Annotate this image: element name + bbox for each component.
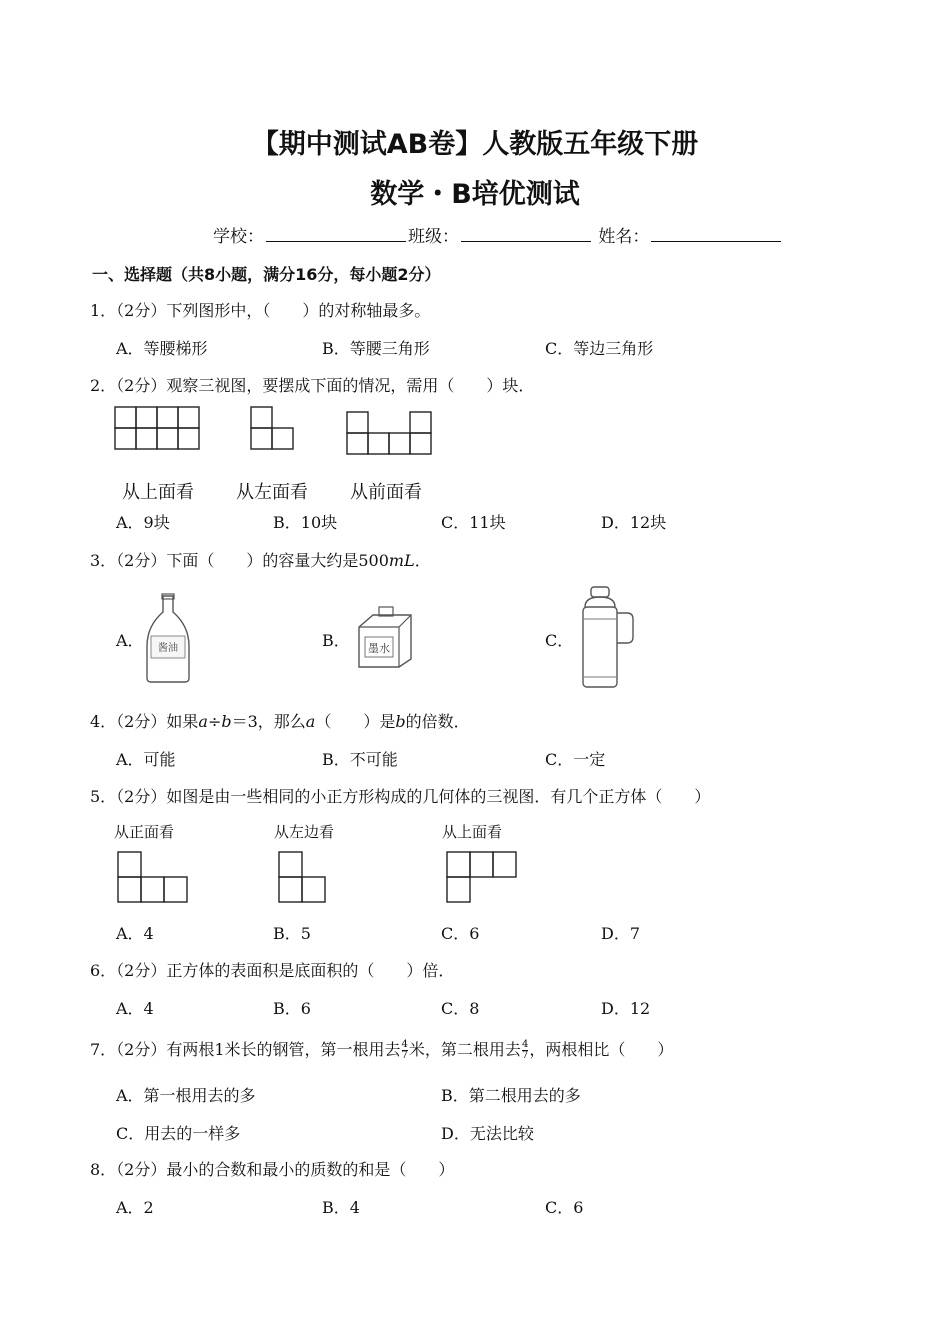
q4-option-a[interactable]: A．可能: [116, 750, 176, 769]
q7-option-b[interactable]: B．第二根用去的多: [441, 1086, 581, 1105]
q2-option-b[interactable]: B．10块: [273, 513, 338, 532]
ink-box-icon: [355, 605, 417, 669]
page-title: 【期中测试AB卷】人教版五年级下册: [251, 129, 699, 160]
soy-sauce-bottle-icon: [143, 592, 193, 684]
q2-top-view-figure: [113, 405, 203, 455]
q2-caption-left: 从左面看: [236, 482, 308, 503]
fraction-4-7: $\frac{4}{7}$: [401, 1039, 408, 1061]
class-blank[interactable]: [461, 225, 591, 242]
school-label: 学校：: [213, 227, 264, 247]
q6-option-d[interactable]: D．12: [601, 999, 651, 1018]
fraction-4-7: $\frac{4}{7}$: [521, 1039, 529, 1061]
q5-option-c[interactable]: C．6: [441, 924, 480, 943]
q4-option-c[interactable]: C．一定: [545, 750, 606, 769]
q5-option-b[interactable]: B．5: [273, 924, 311, 943]
q5-option-a[interactable]: A．4: [116, 924, 154, 943]
q7-option-a[interactable]: A．第一根用去的多: [116, 1086, 256, 1105]
q5-caption-top: 从上面看: [442, 823, 503, 841]
q1-option-c[interactable]: C．等边三角形: [545, 339, 654, 358]
q5-caption-left: 从左边看: [274, 823, 335, 841]
q2-option-c[interactable]: C．11块: [441, 513, 506, 532]
q6-option-c[interactable]: C．8: [441, 999, 480, 1018]
q7-option-c[interactable]: C．用去的一样多: [116, 1124, 241, 1143]
question-4: 4．（2分）如果a÷b＝3，那么a（ ）是b的倍数．: [90, 712, 470, 731]
class-label: 班级：: [408, 227, 459, 247]
q2-option-a[interactable]: A．9块: [116, 513, 170, 532]
question-6: 6．（2分）正方体的表面积是底面积的（ ）倍．: [90, 961, 455, 980]
q2-caption-front: 从前面看: [350, 482, 422, 503]
q7-option-d[interactable]: D．无法比较: [441, 1124, 534, 1143]
q3-option-a[interactable]: A．: [116, 631, 144, 650]
q4-option-b[interactable]: B．不可能: [322, 750, 398, 769]
q3-option-c[interactable]: C．: [545, 631, 574, 650]
bottle-label: 酱油: [158, 643, 178, 654]
box-label: 墨水: [368, 642, 390, 655]
q5-option-d[interactable]: D．7: [601, 924, 641, 943]
q2-front-view-figure: [345, 410, 437, 460]
question-5: 5．（2分）如图是由一些相同的小正方形构成的几何体的三视图．有几个正方体（ ）: [90, 787, 711, 806]
q3-option-b[interactable]: B．: [322, 631, 350, 650]
q2-option-d[interactable]: D．12块: [601, 513, 667, 532]
student-info: [213, 222, 783, 247]
name-blank[interactable]: [651, 225, 781, 242]
q5-top-view-figure: [445, 850, 520, 906]
q8-option-a[interactable]: A．2: [116, 1198, 154, 1217]
q6-option-b[interactable]: B．6: [273, 999, 311, 1018]
q2-left-view-figure: [249, 405, 299, 455]
name-label: 姓名：: [598, 227, 650, 247]
q6-option-a[interactable]: A．4: [116, 999, 154, 1018]
q8-option-c[interactable]: C．6: [545, 1198, 584, 1217]
question-1: 1．（2分）下列图形中，（ ）的对称轴最多。: [90, 301, 431, 320]
q1-option-b[interactable]: B．等腰三角形: [322, 339, 430, 358]
question-3: 3．（2分）下面（ ）的容量大约是500mL．: [90, 551, 431, 570]
question-7: 7．（2分）有两根1米长的钢管，第一根用去 $\frac{4}{7}$ 米，第二根用去 $\frac{4}{7}$ ，两根相比（ ）: [90, 1039, 674, 1061]
q5-caption-front: 从正面看: [114, 823, 175, 841]
q2-caption-top: 从上面看: [122, 482, 194, 503]
thermos-icon: [575, 585, 637, 691]
q5-left-view-figure: [277, 850, 329, 906]
school-blank[interactable]: [266, 225, 406, 242]
q8-option-b[interactable]: B．4: [322, 1198, 360, 1217]
page-subtitle: 数学・B培优测试: [370, 179, 580, 210]
question-8: 8．（2分）最小的合数和最小的质数的和是（ ）: [90, 1160, 455, 1179]
q5-front-view-figure: [116, 850, 191, 906]
q1-option-a[interactable]: A．等腰梯形: [116, 339, 208, 358]
section-heading: 一、选择题（共8小题，满分16分，每小题2分）: [92, 265, 441, 284]
question-2: 2．（2分）观察三视图，要摆成下面的情况，需用（ ）块．: [90, 376, 535, 395]
